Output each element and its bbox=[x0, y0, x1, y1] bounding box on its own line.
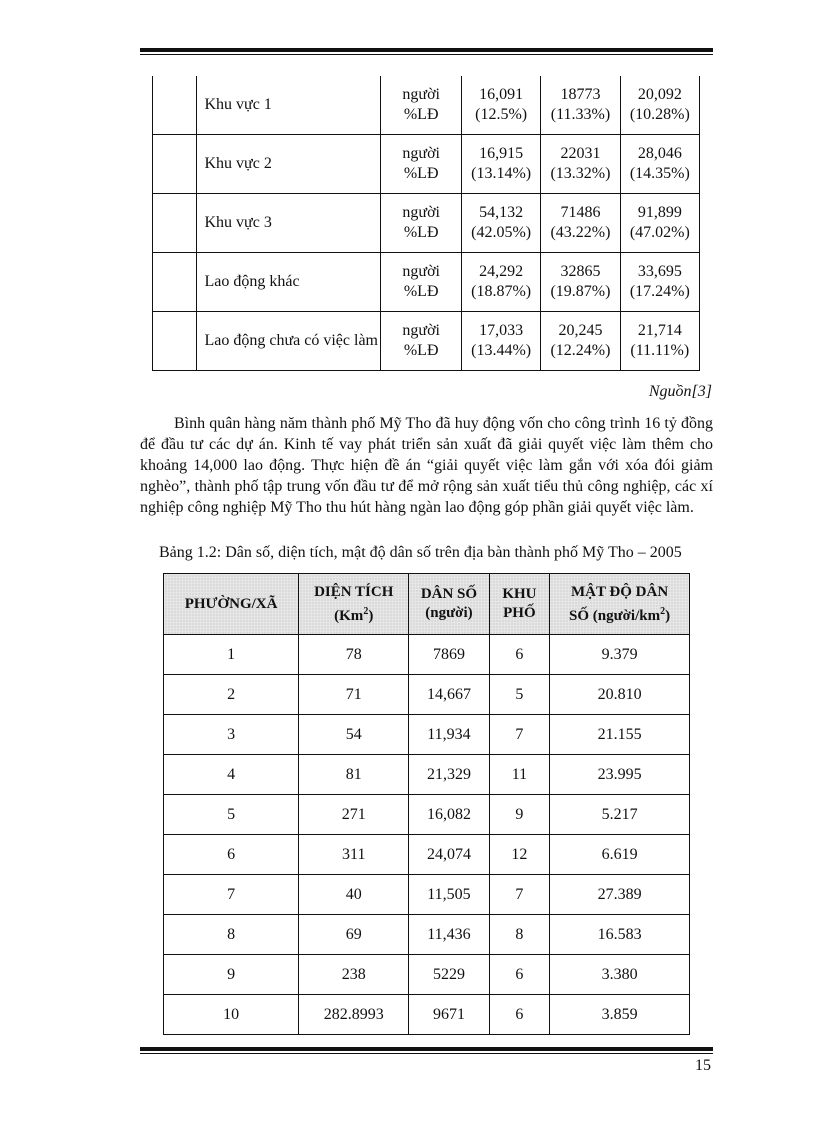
table-row bbox=[153, 194, 700, 253]
blank-cell bbox=[153, 194, 197, 253]
value-cell: 17,033 (13.44%) bbox=[461, 312, 540, 371]
value-cell: 16,091 (12.5%) bbox=[461, 76, 540, 135]
cell-area: 271 bbox=[299, 795, 409, 835]
cell-area: 69 bbox=[299, 915, 409, 955]
blank-cell bbox=[153, 76, 197, 135]
cell-pop: 11,436 bbox=[409, 915, 489, 955]
value-cell: 33,695 (17.24%) bbox=[620, 253, 699, 312]
table-row bbox=[164, 795, 690, 835]
table-row bbox=[153, 76, 700, 135]
cell-density: 20.810 bbox=[550, 675, 690, 715]
cell-area: 238 bbox=[299, 955, 409, 995]
cell-ward: 4 bbox=[164, 755, 299, 795]
cell-zones: 12 bbox=[489, 835, 550, 875]
cell-ward: 1 bbox=[164, 635, 299, 675]
value-cell: 16,915 (13.14%) bbox=[461, 135, 540, 194]
cell-density: 6.619 bbox=[550, 835, 690, 875]
value-cell: 24,292 (18.87%) bbox=[461, 253, 540, 312]
value-cell: 18773 (11.33%) bbox=[541, 76, 620, 135]
cell-density: 21.155 bbox=[550, 715, 690, 755]
cell-zones: 11 bbox=[489, 755, 550, 795]
table-row bbox=[164, 955, 690, 995]
table-row bbox=[164, 675, 690, 715]
cell-density: 23.995 bbox=[550, 755, 690, 795]
value-cell: 71486 (43.22%) bbox=[541, 194, 620, 253]
value-cell: 22031 (13.32%) bbox=[541, 135, 620, 194]
body-paragraph: Bình quân hàng năm thành phố Mỹ Tho đã huy động vốn cho công trình 16 tỷ đồng để đầu tư các dự án. Kinh tế vay phát triển sản xuất đã giải quyết việc làm thêm cho khoảng 14,000 lao động. Thực hiện đề án “giải quyết việc làm gắn với xóa đói giảm nghèo”, thành phố tập trung vốn đầu tư để mở rộng sản xuất tiểu thủ công nghiệp, các xí nghiệp công nghiệp Mỹ Tho thu hút hàng ngàn lao động góp phần giải quyết việc làm. bbox=[140, 415, 713, 516]
row-label: Lao động khác bbox=[196, 253, 381, 312]
header-area: DIỆN TÍCH (Km$^2$) bbox=[299, 574, 409, 635]
value-cell: 54,132 (42.05%) bbox=[461, 194, 540, 253]
cell-ward: 3 bbox=[164, 715, 299, 755]
cell-area: 81 bbox=[299, 755, 409, 795]
value-cell: 28,046 (14.35%) bbox=[620, 135, 699, 194]
table-row bbox=[164, 635, 690, 675]
header-density: MẬT ĐỘ DÂN SỐ $(người/km^2)$ bbox=[550, 574, 690, 635]
cell-zones: 9 bbox=[489, 795, 550, 835]
cell-pop: 24,074 bbox=[409, 835, 489, 875]
cell-zones: 6 bbox=[489, 955, 550, 995]
table-row bbox=[164, 715, 690, 755]
blank-cell bbox=[153, 135, 197, 194]
population-table bbox=[163, 573, 690, 1035]
blank-cell bbox=[153, 253, 197, 312]
cell-zones: 5 bbox=[489, 675, 550, 715]
row-label: Khu vực 3 bbox=[196, 194, 381, 253]
unit-cell: người %LĐ bbox=[381, 312, 462, 371]
cell-ward: 6 bbox=[164, 835, 299, 875]
cell-density: 27.389 bbox=[550, 875, 690, 915]
page-number: 15 bbox=[695, 1057, 711, 1074]
table-header-row bbox=[164, 574, 690, 635]
cell-pop: 11,934 bbox=[409, 715, 489, 755]
value-cell: 20,245 (12.24%) bbox=[541, 312, 620, 371]
unit-cell: người %LĐ bbox=[381, 76, 462, 135]
cell-pop: 5229 bbox=[409, 955, 489, 995]
table-row bbox=[153, 253, 700, 312]
table-row bbox=[164, 995, 690, 1035]
cell-area: 71 bbox=[299, 675, 409, 715]
cell-pop: 7869 bbox=[409, 635, 489, 675]
value-cell: 21,714 (11.11%) bbox=[620, 312, 699, 371]
cell-density: 16.583 bbox=[550, 915, 690, 955]
table-row bbox=[164, 755, 690, 795]
value-cell: 20,092 (10.28%) bbox=[620, 76, 699, 135]
cell-zones: 6 bbox=[489, 995, 550, 1035]
unit-cell: người %LĐ bbox=[381, 194, 462, 253]
cell-pop: 11,505 bbox=[409, 875, 489, 915]
cell-pop: 9671 bbox=[409, 995, 489, 1035]
table-row bbox=[153, 312, 700, 371]
cell-pop: 16,082 bbox=[409, 795, 489, 835]
cell-ward: 5 bbox=[164, 795, 299, 835]
row-label: Lao động chưa có việc làm bbox=[196, 312, 381, 371]
cell-area: 282.8993 bbox=[299, 995, 409, 1035]
cell-ward: 7 bbox=[164, 875, 299, 915]
header-ward: PHƯỜNG/XÃ bbox=[164, 574, 299, 635]
cell-pop: 21,329 bbox=[409, 755, 489, 795]
cell-zones: 7 bbox=[489, 715, 550, 755]
unit-cell: người %LĐ bbox=[381, 253, 462, 312]
table-row bbox=[164, 875, 690, 915]
labor-table bbox=[152, 76, 700, 371]
cell-ward: 9 bbox=[164, 955, 299, 995]
cell-density: 5.217 bbox=[550, 795, 690, 835]
cell-density: 9.379 bbox=[550, 635, 690, 675]
cell-zones: 7 bbox=[489, 875, 550, 915]
cell-pop: 14,667 bbox=[409, 675, 489, 715]
footer-rule bbox=[140, 1047, 713, 1054]
cell-density: 3.859 bbox=[550, 995, 690, 1035]
cell-ward: 10 bbox=[164, 995, 299, 1035]
source-note: Nguồn[3] bbox=[648, 383, 712, 400]
header-population: DÂN SỐ (người) bbox=[409, 574, 489, 635]
cell-zones: 8 bbox=[489, 915, 550, 955]
cell-zones: 6 bbox=[489, 635, 550, 675]
header-rule bbox=[140, 48, 713, 55]
cell-area: 40 bbox=[299, 875, 409, 915]
table-row bbox=[164, 915, 690, 955]
cell-density: 3.380 bbox=[550, 955, 690, 995]
table-caption: Bảng 1.2: Dân số, diện tích, mật độ dân số trên địa bàn thành phố Mỹ Tho – 2005 bbox=[159, 544, 682, 561]
cell-ward: 2 bbox=[164, 675, 299, 715]
table-row bbox=[164, 835, 690, 875]
value-cell: 91,899 (47.02%) bbox=[620, 194, 699, 253]
table-row bbox=[153, 135, 700, 194]
cell-area: 54 bbox=[299, 715, 409, 755]
value-cell: 32865 (19.87%) bbox=[541, 253, 620, 312]
cell-area: 78 bbox=[299, 635, 409, 675]
row-label: Khu vực 2 bbox=[196, 135, 381, 194]
cell-ward: 8 bbox=[164, 915, 299, 955]
cell-area: 311 bbox=[299, 835, 409, 875]
row-label: Khu vực 1 bbox=[196, 76, 381, 135]
blank-cell bbox=[153, 312, 197, 371]
unit-cell: người %LĐ bbox=[381, 135, 462, 194]
header-zones: KHU PHỐ bbox=[489, 574, 550, 635]
